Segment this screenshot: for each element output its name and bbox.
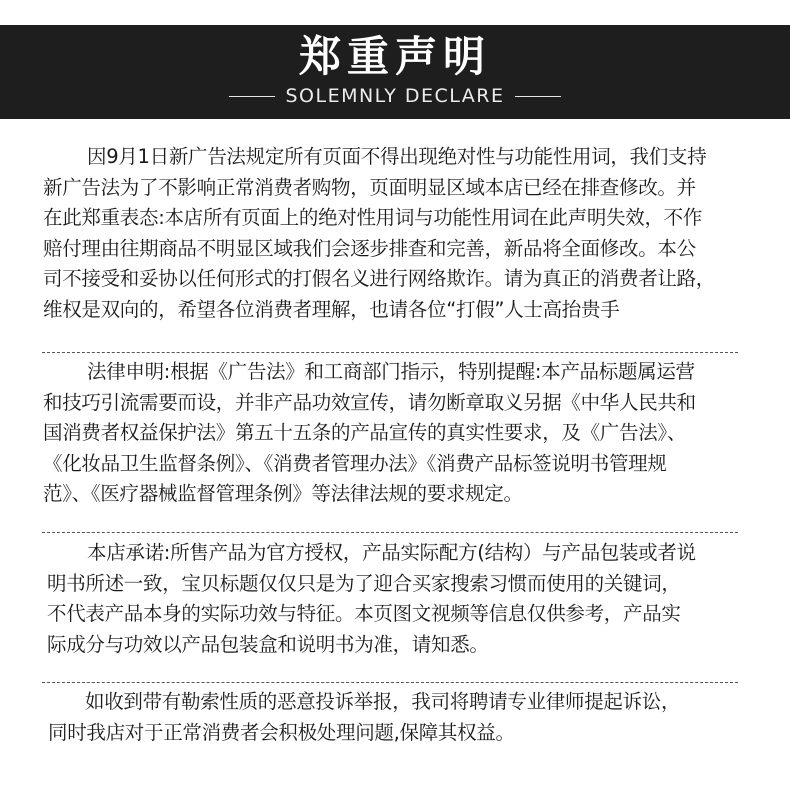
paragraph-line: 明书所述一致，宝贝标题仅仅只是为了迎合买家搜索习惯而使用的关键词，: [47, 571, 681, 595]
paragraph-line: 在此郑重表态:本店所有页面上的绝对性用词与功能性用词在此声明失效，不作: [43, 206, 703, 229]
paragraph-line: 本店承诺:所售产品为官方授权，产品实际配方(结构）与产品包装或者说: [87, 541, 696, 564]
paragraph-line: 维权是双向的，希望各位消费者理解，也请各位“打假”人士高抬贵手: [43, 297, 620, 321]
paragraph-line: 新广告法为了不影响正常消费者购物，页面明显区域本店已经在排查修改。并: [43, 175, 696, 199]
page-title: 郑重声明: [298, 32, 491, 81]
dashed-divider: [42, 682, 738, 683]
paragraph-line: 和技巧引流需要而设，并非产品功效宣传，请勿断章取义另据《中华人民共和: [43, 390, 696, 414]
paragraph-store-commitment: [47, 538, 767, 660]
paragraph-line: 国消费者权益保护法》第五十五条的产品宣传的真实性要求，及《广告法》、: [43, 421, 687, 444]
paragraph-line: 因9月1日新广告法规定所有页面不得出现绝对性与功能性用词，我们支持: [87, 145, 707, 168]
decorative-line-right: [515, 96, 561, 97]
page-subtitle: SOLEMNLY DECLARE: [285, 85, 505, 107]
paragraph-line: 赔付理由往期商品不明显区域我们会逐步排查和完善，新品将全面修改。本公: [43, 236, 696, 260]
dashed-divider: [42, 532, 738, 533]
paragraph-complaint-notice: [48, 687, 768, 748]
paragraph-legal-statement: [43, 357, 763, 510]
paragraph-line: 法律申明:根据《广告法》和工商部门指示，特别提醒:本产品标题属运营: [87, 360, 695, 383]
decorative-line-left: [229, 96, 275, 97]
subtitle-row: [0, 84, 790, 108]
paragraph-line: 如收到带有勒索性质的恶意投诉举报，我司将聘请专业律师提起诉讼，: [85, 690, 681, 713]
paragraph-line: 不代表产品本身的实际功效与特征。本页图文视频等信息仅供参考，产品实: [47, 602, 681, 625]
paragraph-line: 《化妆品卫生监督条例》、《消费者管理办法》《消费产品标签说明书管理规: [43, 451, 667, 475]
paragraph-line: 际成分与功效以产品包装盒和说明书为准，请知悉。: [47, 632, 489, 656]
paragraph-line: 范》、《医疗器械监督管理条例》等法律法规的要求规定。: [43, 482, 523, 505]
paragraph-line: 同时我店对于正常消费者会积极处理问题,保障其权益。: [48, 720, 515, 744]
paragraph-line: 司不接受和妥协以任何形式的打假名义进行网络欺诈。请为真正的消费者让路，: [43, 267, 716, 290]
paragraph-advertising-law: [43, 142, 763, 325]
dashed-divider: [42, 352, 738, 353]
